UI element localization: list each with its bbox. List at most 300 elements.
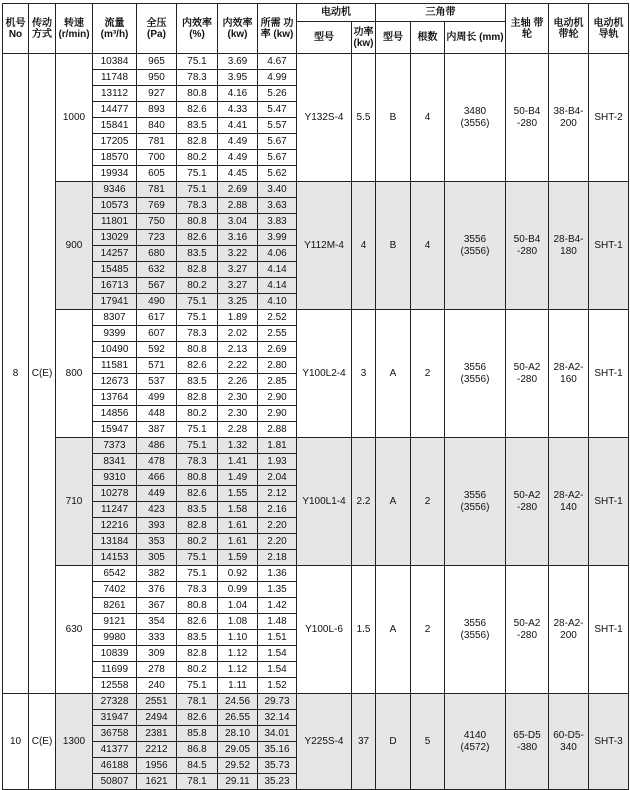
required-power-cell: 1.93 — [258, 454, 297, 470]
flow-cell: 14477 — [93, 102, 137, 118]
required-power-cell: 1.48 — [258, 614, 297, 630]
flow-cell: 19934 — [93, 166, 137, 182]
pressure-cell: 680 — [137, 246, 177, 262]
flow-cell: 10490 — [93, 342, 137, 358]
flow-cell: 9980 — [93, 630, 137, 646]
speed-cell: 800 — [56, 310, 93, 438]
efficiency-cell: 80.2 — [177, 406, 218, 422]
spindle-pulley-cell: 50-B4 -280 — [506, 54, 549, 182]
flow-cell: 9346 — [93, 182, 137, 198]
belt-circumference-cell: 4140 (4572) — [445, 694, 506, 790]
internal-power-cell: 1.11 — [218, 678, 258, 694]
drive-cell: C(E) — [29, 694, 56, 790]
motor-model-cell: Y100L1-4 — [297, 438, 352, 566]
belt-circumference-cell: 3556 (3556) — [445, 566, 506, 694]
internal-power-cell: 26.55 — [218, 710, 258, 726]
flow-cell: 6542 — [93, 566, 137, 582]
required-power-cell: 32.14 — [258, 710, 297, 726]
required-power-cell: 2.18 — [258, 550, 297, 566]
flow-cell: 36758 — [93, 726, 137, 742]
header-motor-model: 型号 — [297, 22, 352, 54]
flow-cell: 11247 — [93, 502, 137, 518]
internal-power-cell: 29.05 — [218, 742, 258, 758]
required-power-cell: 4.99 — [258, 70, 297, 86]
required-power-cell: 1.42 — [258, 598, 297, 614]
flow-cell: 14257 — [93, 246, 137, 262]
internal-power-cell: 1.58 — [218, 502, 258, 518]
flow-cell: 15841 — [93, 118, 137, 134]
header-drive: 传动 方式 — [29, 4, 56, 54]
flow-cell: 16713 — [93, 278, 137, 294]
internal-power-cell: 4.49 — [218, 134, 258, 150]
internal-power-cell: 1.12 — [218, 662, 258, 678]
efficiency-cell: 80.2 — [177, 278, 218, 294]
efficiency-cell: 78.1 — [177, 694, 218, 710]
pressure-cell: 700 — [137, 150, 177, 166]
required-power-cell: 3.83 — [258, 214, 297, 230]
speed-cell: 630 — [56, 566, 93, 694]
pressure-cell: 605 — [137, 166, 177, 182]
motor-pulley-cell: 28-A2- 200 — [549, 566, 589, 694]
efficiency-cell: 82.6 — [177, 102, 218, 118]
flow-cell: 17941 — [93, 294, 137, 310]
motor-model-cell: Y132S-4 — [297, 54, 352, 182]
required-power-cell: 4.14 — [258, 278, 297, 294]
header-belt-count: 根数 — [411, 22, 445, 54]
pressure-cell: 353 — [137, 534, 177, 550]
belt-model-cell: A — [376, 566, 411, 694]
required-power-cell: 1.54 — [258, 646, 297, 662]
internal-power-cell: 2.02 — [218, 326, 258, 342]
efficiency-cell: 82.8 — [177, 134, 218, 150]
internal-power-cell: 1.61 — [218, 534, 258, 550]
efficiency-cell: 75.1 — [177, 678, 218, 694]
internal-power-cell: 4.16 — [218, 86, 258, 102]
efficiency-cell: 75.1 — [177, 166, 218, 182]
required-power-cell: 4.67 — [258, 54, 297, 70]
speed-cell: 900 — [56, 182, 93, 310]
header-efficiency: 内效率 (%) — [177, 4, 218, 54]
internal-power-cell: 1.12 — [218, 646, 258, 662]
flow-cell: 10839 — [93, 646, 137, 662]
internal-power-cell: 2.26 — [218, 374, 258, 390]
belt-model-cell: B — [376, 182, 411, 310]
internal-power-cell: 4.33 — [218, 102, 258, 118]
belt-count-cell: 2 — [411, 310, 445, 438]
motor-power-cell: 4 — [352, 182, 376, 310]
table-body — [3, 54, 629, 790]
header-flow: 流量 (m³/h) — [93, 4, 137, 54]
motor-power-cell: 37 — [352, 694, 376, 790]
flow-cell: 8307 — [93, 310, 137, 326]
efficiency-cell: 80.2 — [177, 662, 218, 678]
internal-power-cell: 3.95 — [218, 70, 258, 86]
pressure-cell: 893 — [137, 102, 177, 118]
pressure-cell: 2494 — [137, 710, 177, 726]
table-row — [3, 438, 629, 454]
efficiency-cell: 78.3 — [177, 198, 218, 214]
required-power-cell: 2.80 — [258, 358, 297, 374]
efficiency-cell: 83.5 — [177, 374, 218, 390]
belt-count-cell: 4 — [411, 54, 445, 182]
efficiency-cell: 82.8 — [177, 646, 218, 662]
header-belt-model: 型号 — [376, 22, 411, 54]
internal-power-cell: 2.88 — [218, 198, 258, 214]
header-pressure: 全压 (Pa) — [137, 4, 177, 54]
pressure-cell: 305 — [137, 550, 177, 566]
flow-cell: 11748 — [93, 70, 137, 86]
efficiency-cell: 82.6 — [177, 486, 218, 502]
efficiency-cell: 82.6 — [177, 614, 218, 630]
internal-power-cell: 1.08 — [218, 614, 258, 630]
pressure-cell: 927 — [137, 86, 177, 102]
pressure-cell: 1956 — [137, 758, 177, 774]
efficiency-cell: 83.5 — [177, 246, 218, 262]
pressure-cell: 632 — [137, 262, 177, 278]
pressure-cell: 449 — [137, 486, 177, 502]
spindle-pulley-cell: 65-D5 -380 — [506, 694, 549, 790]
flow-cell: 11581 — [93, 358, 137, 374]
efficiency-cell: 82.8 — [177, 390, 218, 406]
required-power-cell: 3.63 — [258, 198, 297, 214]
efficiency-cell: 75.1 — [177, 566, 218, 582]
internal-power-cell: 1.41 — [218, 454, 258, 470]
internal-power-cell: 3.22 — [218, 246, 258, 262]
flow-cell: 9399 — [93, 326, 137, 342]
flow-cell: 11699 — [93, 662, 137, 678]
pressure-cell: 382 — [137, 566, 177, 582]
flow-cell: 9121 — [93, 614, 137, 630]
efficiency-cell: 78.1 — [177, 774, 218, 790]
required-power-cell: 5.67 — [258, 134, 297, 150]
efficiency-cell: 82.8 — [177, 518, 218, 534]
flow-cell: 7373 — [93, 438, 137, 454]
pressure-cell: 950 — [137, 70, 177, 86]
table-row — [3, 694, 629, 710]
flow-cell: 10278 — [93, 486, 137, 502]
motor-power-cell: 3 — [352, 310, 376, 438]
belt-circumference-cell: 3556 (3556) — [445, 182, 506, 310]
required-power-cell: 35.23 — [258, 774, 297, 790]
internal-power-cell: 29.52 — [218, 758, 258, 774]
flow-cell: 31947 — [93, 710, 137, 726]
internal-power-cell: 2.28 — [218, 422, 258, 438]
required-power-cell: 4.14 — [258, 262, 297, 278]
flow-cell: 10573 — [93, 198, 137, 214]
belt-count-cell: 2 — [411, 438, 445, 566]
header-motor-pulley: 电动机 带轮 — [549, 4, 589, 54]
fan-spec-table — [2, 3, 629, 790]
required-power-cell: 35.16 — [258, 742, 297, 758]
pressure-cell: 387 — [137, 422, 177, 438]
pressure-cell: 278 — [137, 662, 177, 678]
efficiency-cell: 78.3 — [177, 582, 218, 598]
efficiency-cell: 75.1 — [177, 550, 218, 566]
pressure-cell: 750 — [137, 214, 177, 230]
required-power-cell: 1.36 — [258, 566, 297, 582]
speed-cell: 1300 — [56, 694, 93, 790]
flow-cell: 12673 — [93, 374, 137, 390]
spindle-pulley-cell: 50-B4 -280 — [506, 182, 549, 310]
required-power-cell: 2.90 — [258, 390, 297, 406]
pressure-cell: 1621 — [137, 774, 177, 790]
pressure-cell: 2551 — [137, 694, 177, 710]
flow-cell: 7402 — [93, 582, 137, 598]
internal-power-cell: 3.04 — [218, 214, 258, 230]
table-row — [3, 310, 629, 326]
flow-cell: 15485 — [93, 262, 137, 278]
pressure-cell: 723 — [137, 230, 177, 246]
required-power-cell: 4.10 — [258, 294, 297, 310]
required-power-cell: 2.04 — [258, 470, 297, 486]
efficiency-cell: 84.5 — [177, 758, 218, 774]
efficiency-cell: 82.6 — [177, 358, 218, 374]
internal-power-cell: 2.30 — [218, 406, 258, 422]
required-power-cell: 2.90 — [258, 406, 297, 422]
internal-power-cell: 1.04 — [218, 598, 258, 614]
motor-pulley-cell: 28-A2- 160 — [549, 310, 589, 438]
flow-cell: 41377 — [93, 742, 137, 758]
required-power-cell: 29.73 — [258, 694, 297, 710]
motor-pulley-cell: 38-B4- 200 — [549, 54, 589, 182]
required-power-cell: 2.69 — [258, 342, 297, 358]
efficiency-cell: 85.8 — [177, 726, 218, 742]
internal-power-cell: 3.69 — [218, 54, 258, 70]
motor-model-cell: Y112M-4 — [297, 182, 352, 310]
flow-cell: 12558 — [93, 678, 137, 694]
required-power-cell: 35.73 — [258, 758, 297, 774]
belt-circumference-cell: 3556 (3556) — [445, 438, 506, 566]
flow-cell: 50807 — [93, 774, 137, 790]
belt-count-cell: 4 — [411, 182, 445, 310]
belt-model-cell: A — [376, 438, 411, 566]
internal-power-cell: 1.89 — [218, 310, 258, 326]
flow-cell: 18570 — [93, 150, 137, 166]
pressure-cell: 571 — [137, 358, 177, 374]
internal-power-cell: 0.99 — [218, 582, 258, 598]
efficiency-cell: 78.3 — [177, 454, 218, 470]
header-speed: 转速 (r/min) — [56, 4, 93, 54]
motor-pulley-cell: 60-D5- 340 — [549, 694, 589, 790]
required-power-cell: 2.55 — [258, 326, 297, 342]
flow-cell: 8261 — [93, 598, 137, 614]
efficiency-cell: 80.8 — [177, 86, 218, 102]
flow-cell: 15947 — [93, 422, 137, 438]
required-power-cell: 3.99 — [258, 230, 297, 246]
spindle-pulley-cell: 50-A2 -280 — [506, 566, 549, 694]
motor-model-cell: Y100L-6 — [297, 566, 352, 694]
pressure-cell: 333 — [137, 630, 177, 646]
internal-power-cell: 3.25 — [218, 294, 258, 310]
pressure-cell: 781 — [137, 182, 177, 198]
table-row — [3, 54, 629, 70]
efficiency-cell: 82.6 — [177, 230, 218, 246]
pressure-cell: 354 — [137, 614, 177, 630]
header-motor-rail: 电动机 导轨 — [589, 4, 629, 54]
required-power-cell: 5.26 — [258, 86, 297, 102]
internal-power-cell: 4.45 — [218, 166, 258, 182]
table-row — [3, 566, 629, 582]
pressure-cell: 466 — [137, 470, 177, 486]
pressure-cell: 607 — [137, 326, 177, 342]
efficiency-cell: 75.1 — [177, 54, 218, 70]
required-power-cell: 2.20 — [258, 518, 297, 534]
efficiency-cell: 80.8 — [177, 598, 218, 614]
flow-cell: 13112 — [93, 86, 137, 102]
flow-cell: 27328 — [93, 694, 137, 710]
pressure-cell: 376 — [137, 582, 177, 598]
belt-circumference-cell: 3556 (3556) — [445, 310, 506, 438]
internal-power-cell: 4.41 — [218, 118, 258, 134]
belt-circumference-cell: 3480 (3556) — [445, 54, 506, 182]
efficiency-cell: 82.6 — [177, 710, 218, 726]
internal-power-cell: 0.92 — [218, 566, 258, 582]
efficiency-cell: 75.1 — [177, 438, 218, 454]
required-power-cell: 5.57 — [258, 118, 297, 134]
internal-power-cell: 1.10 — [218, 630, 258, 646]
spindle-pulley-cell: 50-A2 -280 — [506, 310, 549, 438]
required-power-cell: 1.35 — [258, 582, 297, 598]
required-power-cell: 4.06 — [258, 246, 297, 262]
pressure-cell: 490 — [137, 294, 177, 310]
pressure-cell: 309 — [137, 646, 177, 662]
motor-rail-cell: SHT-3 — [589, 694, 629, 790]
flow-cell: 10384 — [93, 54, 137, 70]
motor-rail-cell: SHT-2 — [589, 54, 629, 182]
required-power-cell: 1.52 — [258, 678, 297, 694]
fan-spec-table-container — [2, 3, 628, 787]
required-power-cell: 1.54 — [258, 662, 297, 678]
efficiency-cell: 80.2 — [177, 534, 218, 550]
drive-cell: C(E) — [29, 54, 56, 694]
pressure-cell: 617 — [137, 310, 177, 326]
required-power-cell: 2.85 — [258, 374, 297, 390]
internal-power-cell: 1.49 — [218, 470, 258, 486]
machine-no-cell: 10 — [3, 694, 29, 790]
motor-pulley-cell: 28-B4- 180 — [549, 182, 589, 310]
flow-cell: 13184 — [93, 534, 137, 550]
motor-power-cell: 5.5 — [352, 54, 376, 182]
efficiency-cell: 78.3 — [177, 326, 218, 342]
internal-power-cell: 29.11 — [218, 774, 258, 790]
table-header — [3, 4, 629, 54]
internal-power-cell: 3.27 — [218, 278, 258, 294]
pressure-cell: 448 — [137, 406, 177, 422]
internal-power-cell: 2.22 — [218, 358, 258, 374]
efficiency-cell: 75.1 — [177, 294, 218, 310]
efficiency-cell: 80.2 — [177, 150, 218, 166]
internal-power-cell: 2.69 — [218, 182, 258, 198]
efficiency-cell: 80.8 — [177, 214, 218, 230]
efficiency-cell: 82.8 — [177, 262, 218, 278]
internal-power-cell: 1.55 — [218, 486, 258, 502]
belt-model-cell: B — [376, 54, 411, 182]
belt-count-cell: 2 — [411, 566, 445, 694]
motor-power-cell: 1.5 — [352, 566, 376, 694]
header-machine-no: 机号 No — [3, 4, 29, 54]
internal-power-cell: 3.16 — [218, 230, 258, 246]
pressure-cell: 769 — [137, 198, 177, 214]
required-power-cell: 1.51 — [258, 630, 297, 646]
motor-rail-cell: SHT-1 — [589, 438, 629, 566]
efficiency-cell: 75.1 — [177, 182, 218, 198]
pressure-cell: 423 — [137, 502, 177, 518]
efficiency-cell: 83.5 — [177, 502, 218, 518]
pressure-cell: 781 — [137, 134, 177, 150]
flow-cell: 9310 — [93, 470, 137, 486]
pressure-cell: 240 — [137, 678, 177, 694]
efficiency-cell: 75.1 — [177, 310, 218, 326]
internal-power-cell: 1.59 — [218, 550, 258, 566]
internal-power-cell: 3.27 — [218, 262, 258, 278]
flow-cell: 14153 — [93, 550, 137, 566]
motor-model-cell: Y100L2-4 — [297, 310, 352, 438]
efficiency-cell: 83.5 — [177, 630, 218, 646]
internal-power-cell: 24.56 — [218, 694, 258, 710]
motor-rail-cell: SHT-1 — [589, 566, 629, 694]
flow-cell: 46188 — [93, 758, 137, 774]
flow-cell: 8341 — [93, 454, 137, 470]
efficiency-cell: 75.1 — [177, 422, 218, 438]
motor-power-cell: 2.2 — [352, 438, 376, 566]
speed-cell: 710 — [56, 438, 93, 566]
pressure-cell: 478 — [137, 454, 177, 470]
required-power-cell: 34.01 — [258, 726, 297, 742]
header-belt-circumference: 内周长 (mm) — [445, 22, 506, 54]
header-spindle-pulley: 主轴 带轮 — [506, 4, 549, 54]
required-power-cell: 5.67 — [258, 150, 297, 166]
flow-cell: 12216 — [93, 518, 137, 534]
header-internal-power: 内效率 (kw) — [218, 4, 258, 54]
pressure-cell: 840 — [137, 118, 177, 134]
required-power-cell: 2.12 — [258, 486, 297, 502]
required-power-cell: 5.62 — [258, 166, 297, 182]
pressure-cell: 393 — [137, 518, 177, 534]
internal-power-cell: 2.30 — [218, 390, 258, 406]
header-motor: 电动机 — [297, 4, 376, 22]
pressure-cell: 537 — [137, 374, 177, 390]
spindle-pulley-cell: 50-A2 -280 — [506, 438, 549, 566]
internal-power-cell: 4.49 — [218, 150, 258, 166]
efficiency-cell: 86.8 — [177, 742, 218, 758]
pressure-cell: 367 — [137, 598, 177, 614]
belt-model-cell: A — [376, 310, 411, 438]
pressure-cell: 499 — [137, 390, 177, 406]
belt-model-cell: D — [376, 694, 411, 790]
efficiency-cell: 80.8 — [177, 342, 218, 358]
required-power-cell: 5.47 — [258, 102, 297, 118]
required-power-cell: 2.20 — [258, 534, 297, 550]
required-power-cell: 3.40 — [258, 182, 297, 198]
required-power-cell: 2.88 — [258, 422, 297, 438]
header-motor-power: 功率 (kw) — [352, 22, 376, 54]
internal-power-cell: 1.61 — [218, 518, 258, 534]
internal-power-cell: 28.10 — [218, 726, 258, 742]
motor-pulley-cell: 28-A2- 140 — [549, 438, 589, 566]
required-power-cell: 2.52 — [258, 310, 297, 326]
table-row — [3, 182, 629, 198]
pressure-cell: 2381 — [137, 726, 177, 742]
pressure-cell: 567 — [137, 278, 177, 294]
efficiency-cell: 78.3 — [177, 70, 218, 86]
internal-power-cell: 1.32 — [218, 438, 258, 454]
pressure-cell: 486 — [137, 438, 177, 454]
motor-rail-cell: SHT-1 — [589, 182, 629, 310]
header-vbelt: 三角带 — [376, 4, 506, 22]
motor-model-cell: Y225S-4 — [297, 694, 352, 790]
pressure-cell: 965 — [137, 54, 177, 70]
pressure-cell: 592 — [137, 342, 177, 358]
